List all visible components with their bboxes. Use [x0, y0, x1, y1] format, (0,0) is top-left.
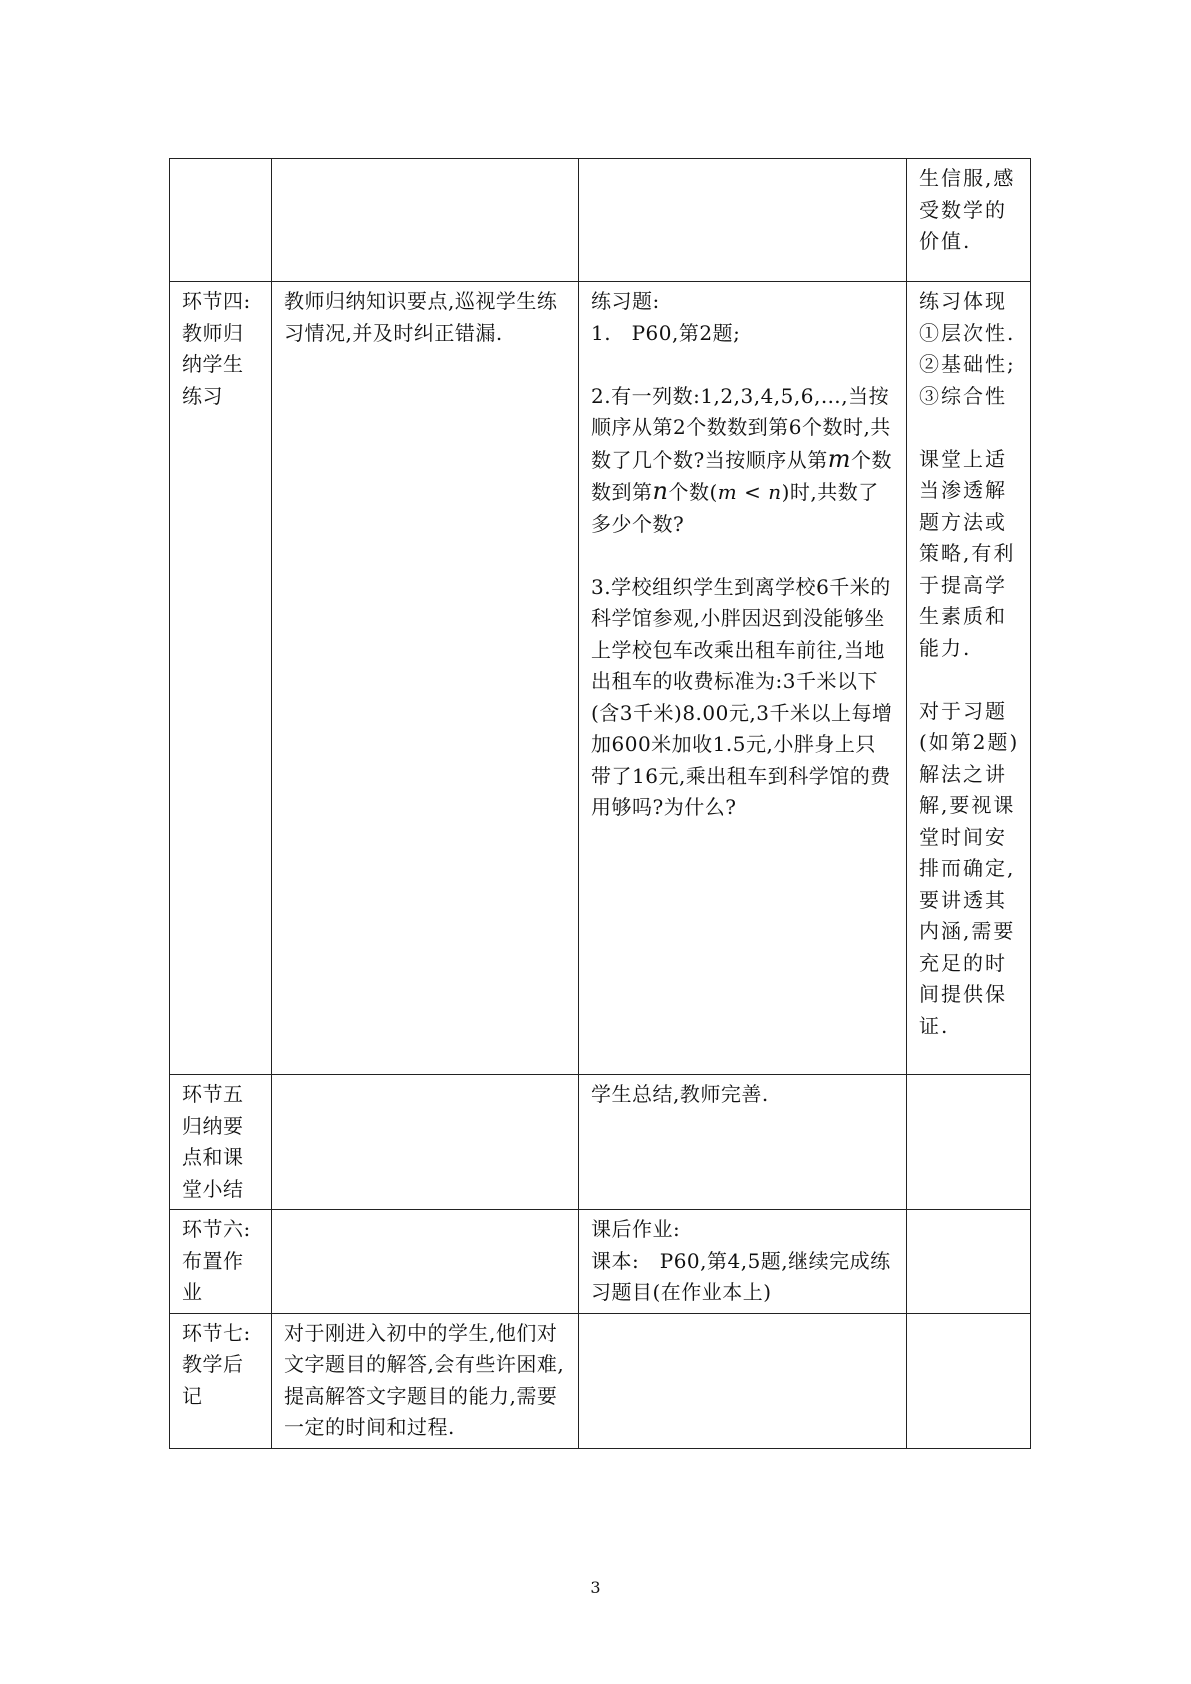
teacher-activity-cell	[272, 1210, 579, 1314]
intent-text: 课堂上适当渗透解题方法或策略,有利于提高学生素质和能力.	[919, 446, 1016, 660]
stage-cell: 环节四:教师归纳学生练习	[170, 282, 272, 1075]
student-text: 学生总结,教师完善.	[591, 1082, 769, 1106]
math-m: m	[827, 444, 851, 473]
teacher-activity-cell: 教师归纳知识要点,巡视学生练习情况,并及时纠正错漏.	[272, 282, 579, 1075]
exercise-heading: 练习题:	[591, 289, 660, 313]
student-activity-cell	[579, 1075, 907, 1210]
design-intent-cell	[907, 282, 1031, 1075]
design-intent-cell	[907, 1313, 1031, 1448]
table-row	[170, 282, 1031, 1075]
design-intent-cell	[907, 1210, 1031, 1314]
lesson-plan-table	[169, 158, 1031, 1449]
spacer	[919, 664, 1022, 696]
student-activity-cell	[579, 282, 907, 1075]
homework-text: 课本: P60,第4,5题,继续完成练习题目(在作业本上)	[591, 1248, 891, 1304]
exercise-2-end: 时,共数了多少个数?	[591, 480, 879, 536]
page-number: 3	[590, 1578, 601, 1597]
design-intent-cell	[907, 159, 1031, 282]
teacher-activity-cell: 对于刚进入初中的学生,他们对文字题目的解答,会有些许困难,提高解答文字题目的能力,需要一定的时间和过程.	[272, 1313, 579, 1448]
student-activity-cell	[579, 1313, 907, 1448]
exercise-1: 1. P60,第2题;	[591, 320, 741, 345]
math-n: n	[652, 477, 669, 505]
exercise-2-text: 2.有一列数:1,2,3,4,5,6,…,当按顺序从第2个数数到第6个数时,共数了几个数?当按顺序从第	[591, 383, 891, 472]
math-inequality: m < n	[717, 480, 782, 504]
teacher-activity-cell	[272, 1075, 579, 1210]
exercise-3: 3.学校组织学生到离学校6千米的科学馆参观,小胖因迟到没能够坐上学校包车改乘出租车前往,当地出租车的收费标准为:3千米以下(含3千米)8.00元,3千米以上每增加600米加收1.5元,小胖身上只带了16元,乘出租车到科学馆的费用够吗?为什么?	[591, 574, 893, 819]
exercise-2-close: )	[781, 480, 790, 504]
table-row	[170, 1075, 1031, 1210]
exercise-2	[591, 381, 896, 541]
stage-cell	[170, 159, 272, 282]
intent-text: 对于习题(如第2题)解法之讲解,要视课堂时间安排而确定,要讲透其内涵,需要充足的时间提供保证.	[919, 698, 1020, 1038]
table-row	[170, 159, 1031, 282]
design-intent-cell	[907, 1075, 1031, 1210]
teacher-activity-cell	[272, 159, 579, 282]
spacer	[591, 540, 896, 572]
table-row	[170, 1210, 1031, 1314]
spacer	[919, 412, 1022, 444]
student-activity-cell	[579, 159, 907, 282]
stage-cell: 环节六:布置作业	[170, 1210, 272, 1314]
exercise-2-after-n: 个数(	[668, 480, 718, 504]
intent-text: 生信服,感受数学的价值.	[919, 166, 1016, 253]
homework-heading: 课后作业:	[591, 1217, 681, 1241]
stage-cell: 环节五归纳要点和课堂小结	[170, 1075, 272, 1210]
exercise-2-mid: 个数数到第	[591, 447, 892, 504]
spacer	[591, 349, 896, 381]
intent-text: 练习体现①层次性.②基础性;③综合性	[919, 289, 1016, 408]
table-row	[170, 1313, 1031, 1448]
stage-cell: 环节七:教学后记	[170, 1313, 272, 1448]
student-activity-cell	[579, 1210, 907, 1314]
